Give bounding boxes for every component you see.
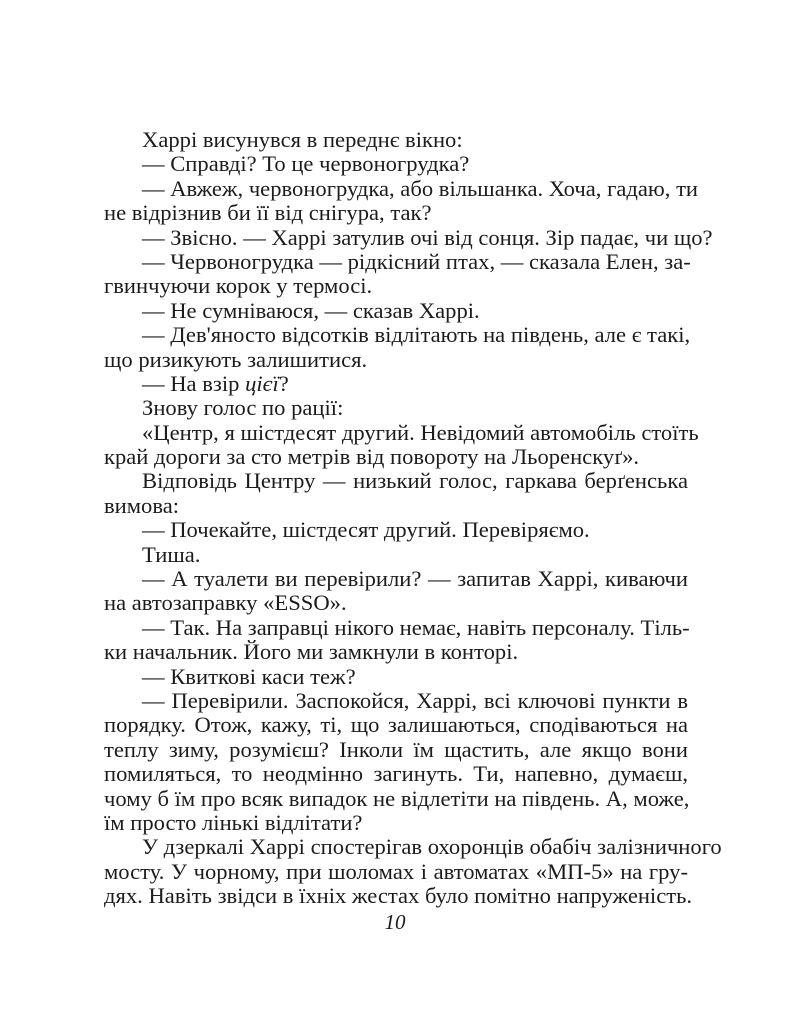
text-line: — Так. На заправці нікого немає, навіть персоналу. Тіль- <box>142 614 690 640</box>
text-line: — Почекайте, шістдесят другий. Перевіряємо. <box>142 517 590 543</box>
text-line: Знову голос по рації: <box>142 395 344 421</box>
text-line: Харрі висунувся в переднє вікно: <box>142 127 463 152</box>
text-line: не відрізнив би її від снігура, так? <box>104 200 432 226</box>
text-line: вимова: <box>104 492 180 518</box>
text-line: — Не сумніваюся, — сказав Харрі. <box>142 297 480 323</box>
text-line: — А туалети ви перевірили? — запитав Харрі, киваючи <box>142 566 688 592</box>
body-text <box>104 127 722 909</box>
text-line: порядку. Отож, кажу, ті, що залишаються, сподіваються на <box>104 712 688 738</box>
text-line: У дзеркалі Харрі спостерігав охоронців обабіч залізничного <box>142 834 722 860</box>
text-line: «Центр, я шістдесят другий. Невідомий автомобіль стоїть <box>142 419 699 445</box>
text-line: помиляться, то неодмінно загинуть. Ти, напевно, думаєш, <box>104 761 688 787</box>
italic-word: цієї <box>245 370 279 396</box>
text-line: — Справді? То це червоногрудка? <box>142 151 470 177</box>
text-line: Відповідь Центру — низький голос, гаркава берґенська <box>142 468 688 494</box>
text-line: дях. Навіть звідси в їхніх жестах було помітно напруженість. <box>104 883 693 909</box>
text-line: на автозаправку «ESSO». <box>104 590 347 616</box>
text-line: — Перевірили. Заспокойся, Харрі, всі ключові пункти в <box>142 687 688 713</box>
text-line: край дороги за сто метрів від повороту на Льоренскуґ». <box>104 444 640 470</box>
text-segment: ? <box>278 370 289 396</box>
text-line: чому б їм про всяк випадок не відлетіти на південь. А, може, <box>104 785 690 811</box>
page-number: 10 <box>384 910 406 934</box>
text-line: — Авжеж, червоногрудка, або вільшанка. Хоча, гадаю, ти <box>142 175 699 201</box>
text-line: Тиша. <box>142 541 201 567</box>
text-line: їм просто лінькі відлітати? <box>104 809 363 835</box>
text-segment: — На взір <box>142 370 246 396</box>
text-line <box>104 372 688 396</box>
text-line: гвинчуючи корок у термосі. <box>104 273 373 299</box>
text-line: — Дев'яносто відсотків відлітають на південь, але є такі, <box>142 322 691 348</box>
text-line: — Червоногрудка — рідкісний птах, — сказала Елен, за- <box>142 248 691 274</box>
text-line: — Квиткові каси теж? <box>142 663 356 689</box>
text-line: — Звісно. — Харрі затулив очі від сонця. Зір падає, чи що? <box>142 224 713 250</box>
text-line: теплу зиму, розумієш? Інколи їм щастить, але якщо вони <box>104 736 688 762</box>
text-line: що ризикують залишитися. <box>104 346 368 372</box>
text-line: ки начальник. Його ми замкнули в конторі. <box>104 639 519 665</box>
text-line: мосту. У чорному, при шоломах і автоматах «МП-5» на гру- <box>104 858 688 884</box>
